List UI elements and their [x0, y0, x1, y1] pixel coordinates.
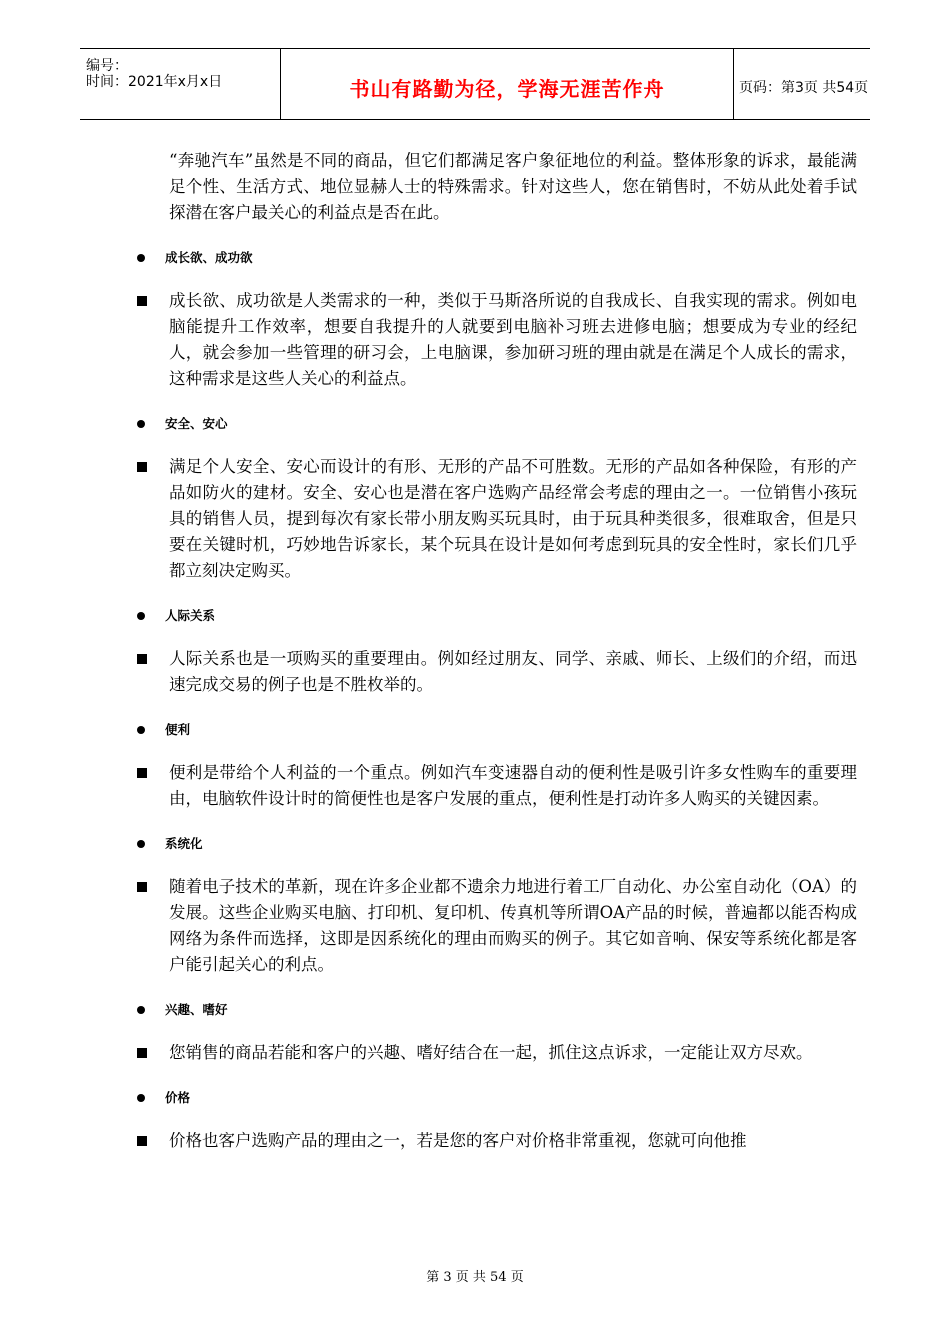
- section-heading: [135, 1088, 857, 1108]
- bullet-dot-icon: [137, 1094, 145, 1102]
- section: [135, 414, 857, 584]
- section-body: 随着电子技术的革新，现在许多企业都不遗余力地进行着工厂自动化、办公室自动化（OA）的发展。这些企业购买电脑、打印机、复印机、传真机等所谓OA产品的时候，普遍都以能否构成网络为条件而选择，这即是因系统化的理由而购买的例子。其它如音响、保安等系统化都是客户能引起关心的利点。: [169, 877, 857, 974]
- section-item: [135, 874, 857, 978]
- header-motto-cell: [280, 49, 734, 119]
- section-heading-text: 系统化: [165, 836, 203, 851]
- header-meta-cell: [80, 49, 280, 119]
- header-page-info: 页码：第3页 共54页: [739, 80, 869, 96]
- section-heading-text: 价格: [165, 1090, 191, 1105]
- section-item: [135, 760, 857, 812]
- header-motto: 书山有路勤为径，学海无涯苦作舟: [349, 77, 665, 101]
- square-bullet-icon: [137, 462, 147, 472]
- section-heading: [135, 414, 857, 434]
- section-heading: [135, 606, 857, 626]
- document-body: [135, 148, 857, 1154]
- intro-paragraph: “奔驰汽车”虽然是不同的商品，但它们都满足客户象征地位的利益。整体形象的诉求，最能满足个性、生活方式、地位显赫人士的特殊需求。针对这些人，您在销售时，不妨从此处着手试探潜在客户最关心的利益点是否在此。: [169, 151, 857, 222]
- section-heading: [135, 248, 857, 268]
- square-bullet-icon: [137, 768, 147, 778]
- section-body: 您销售的商品若能和客户的兴趣、嗜好结合在一起，抓住这点诉求，一定能让双方尽欢。: [169, 1043, 813, 1062]
- document-number-label: 编号：: [86, 58, 128, 74]
- page-header: [80, 48, 870, 120]
- section-heading-text: 便利: [165, 722, 191, 737]
- section-heading-text: 兴趣、嗜好: [165, 1002, 228, 1017]
- bullet-dot-icon: [137, 612, 145, 620]
- square-bullet-icon: [137, 1048, 147, 1058]
- section: [135, 834, 857, 978]
- bullet-dot-icon: [137, 726, 145, 734]
- section-heading: [135, 1000, 857, 1020]
- section-item: [135, 454, 857, 584]
- section-item: [135, 1040, 857, 1066]
- section-body: 满足个人安全、安心而设计的有形、无形的产品不可胜数。无形的产品如各种保险，有形的产品如防火的建材。安全、安心也是潜在客户选购产品经常会考虑的理由之一。一位销售小孩玩具的销售人员，提到每次有家长带小朋友购买玩具时，由于玩具种类很多，很难取舍，但是只要在关键时机，巧妙地告诉家长，某个玩具在设计是如何考虑到玩具的安全性时，家长们几乎都立刻决定购买。: [169, 457, 857, 580]
- section-heading: [135, 834, 857, 854]
- square-bullet-icon: [137, 882, 147, 892]
- section-heading-text: 成长欲、成功欲: [165, 250, 253, 265]
- square-bullet-icon: [137, 296, 147, 306]
- section: [135, 1088, 857, 1154]
- square-bullet-icon: [137, 654, 147, 664]
- bullet-dot-icon: [137, 420, 145, 428]
- section-heading-text: 安全、安心: [165, 416, 228, 431]
- header-page-cell: [733, 49, 870, 119]
- square-bullet-icon: [137, 1136, 147, 1146]
- section: [135, 720, 857, 812]
- section: [135, 248, 857, 392]
- document-date-label: 时间：2021年x月x日: [86, 74, 223, 90]
- page-footer: 第 3 页 共 54 页: [426, 1270, 524, 1285]
- bullet-dot-icon: [137, 840, 145, 848]
- section: [135, 1000, 857, 1066]
- bullet-dot-icon: [137, 1006, 145, 1014]
- section-body: 便利是带给个人利益的一个重点。例如汽车变速器自动的便利性是吸引许多女性购车的重要理由，电脑软件设计时的简便性也是客户发展的重点，便利性是打动许多人购买的关键因素。: [169, 763, 857, 808]
- section-item: [135, 288, 857, 392]
- section: [135, 606, 857, 698]
- section-heading: [135, 720, 857, 740]
- section-body: 价格也客户选购产品的理由之一，若是您的客户对价格非常重视，您就可向他推: [169, 1131, 747, 1150]
- section-body: 人际关系也是一项购买的重要理由。例如经过朋友、同学、亲戚、师长、上级们的介绍，而迅速完成交易的例子也是不胜枚举的。: [169, 649, 857, 694]
- section-item: [135, 646, 857, 698]
- section-heading-text: 人际关系: [165, 608, 216, 623]
- bullet-dot-icon: [137, 254, 145, 262]
- section-item: [135, 1128, 857, 1154]
- section-body: 成长欲、成功欲是人类需求的一种，类似于马斯洛所说的自我成长、自我实现的需求。例如电脑能提升工作效率，想要自我提升的人就要到电脑补习班去进修电脑；想要成为专业的经纪人，就会参加一些管理的研习会，上电脑课，参加研习班的理由就是在满足个人成长的需求，这种需求是这些人关心的利益点。: [169, 291, 857, 388]
